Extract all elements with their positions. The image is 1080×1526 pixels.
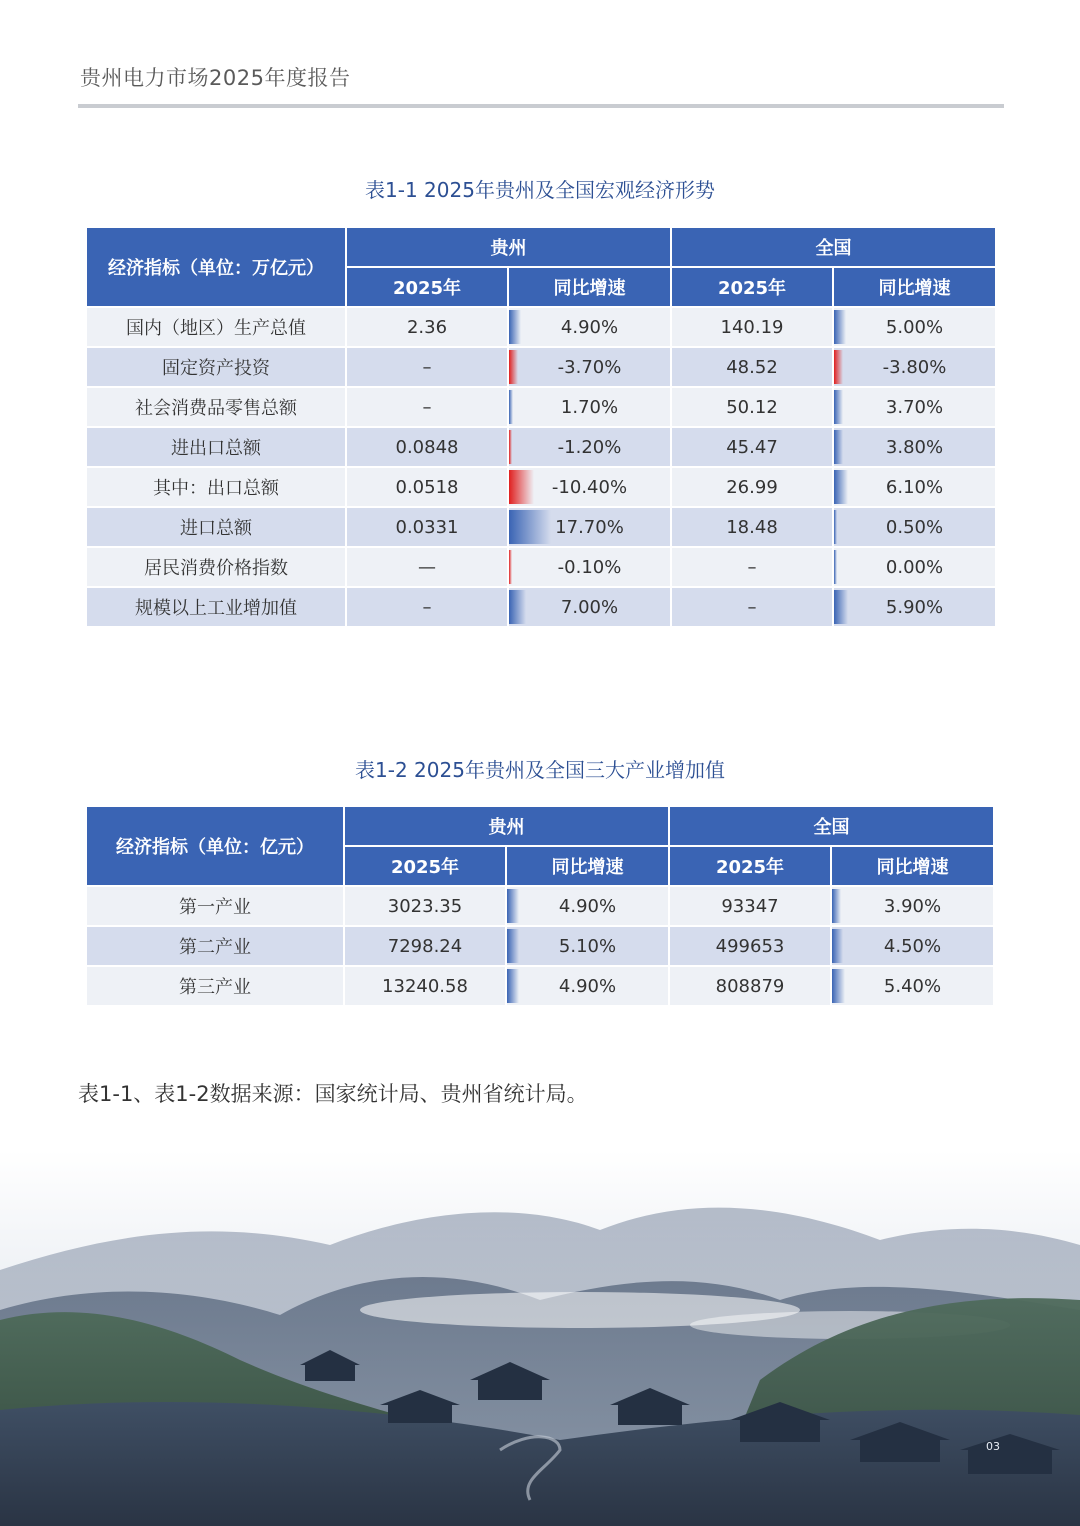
guizhou-value-cell — [346, 387, 508, 427]
positive-growth-bar — [834, 510, 837, 544]
table1-sub-gz-rate: 同比增速 — [508, 267, 671, 307]
table-row — [86, 307, 996, 347]
guizhou-value: – — [422, 356, 432, 378]
national-growth-rate: 3.80% — [885, 436, 944, 458]
national-value: 26.99 — [726, 476, 778, 498]
national-growth-rate: 0.00% — [885, 556, 944, 578]
table-row — [86, 507, 996, 547]
table2-sub-cn-year: 2025年 — [669, 846, 831, 886]
guizhou-value: — — [418, 556, 436, 578]
table2-sub-gz-rate: 同比增速 — [506, 846, 669, 886]
national-growth-rate-cell — [833, 387, 996, 427]
row-label-cell — [86, 926, 344, 966]
positive-growth-bar — [509, 310, 521, 344]
guizhou-growth-rate: -10.40% — [551, 476, 628, 498]
national-value-cell — [671, 547, 833, 587]
national-growth-rate: 3.90% — [883, 895, 942, 917]
row-label: 第二产业 — [179, 937, 251, 958]
data-source-note: 表1-1、表1-2数据来源：国家统计局、贵州省统计局。 — [78, 1082, 588, 1106]
guizhou-value: – — [422, 396, 432, 418]
national-growth-rate: 6.10% — [885, 476, 944, 498]
table2-row-header: 经济指标（单位：亿元） — [86, 806, 344, 886]
guizhou-value: 0.0518 — [395, 476, 459, 498]
positive-growth-bar — [509, 390, 513, 424]
header-divider — [78, 104, 1004, 108]
national-value: 93347 — [721, 895, 779, 917]
positive-growth-bar — [509, 510, 551, 544]
table1-title: 表1-1 2025年贵州及全国宏观经济形势 — [365, 178, 715, 202]
positive-growth-bar — [834, 550, 837, 584]
guizhou-growth-rate-cell — [506, 926, 669, 966]
national-growth-rate-cell — [831, 926, 994, 966]
table-row — [86, 547, 996, 587]
row-label-cell — [86, 467, 346, 507]
national-value-cell — [671, 427, 833, 467]
table-row — [86, 347, 996, 387]
table2-title: 表1-2 2025年贵州及全国三大产业增加值 — [355, 758, 725, 782]
guizhou-value: 7298.24 — [387, 935, 463, 957]
row-label-cell — [86, 387, 346, 427]
positive-growth-bar — [509, 590, 526, 624]
negative-growth-bar — [834, 350, 843, 384]
table1-sub-cn-rate: 同比增速 — [833, 267, 996, 307]
national-value-cell — [671, 387, 833, 427]
table1-sub-cn-year: 2025年 — [671, 267, 833, 307]
national-value: 499653 — [715, 935, 785, 957]
row-label-cell — [86, 886, 344, 926]
guizhou-growth-rate: 4.90% — [558, 895, 617, 917]
positive-growth-bar — [832, 889, 841, 923]
negative-growth-bar — [509, 470, 534, 504]
national-value: 48.52 — [726, 356, 778, 378]
negative-growth-bar — [509, 550, 512, 584]
row-label: 第一产业 — [179, 897, 251, 918]
guizhou-value: 3023.35 — [387, 895, 463, 917]
table2-group-guizhou: 贵州 — [344, 806, 669, 846]
table-row — [86, 926, 994, 966]
national-growth-rate-cell — [831, 886, 994, 926]
row-label-cell — [86, 547, 346, 587]
guizhou-growth-rate: 4.90% — [560, 316, 619, 338]
guizhou-growth-rate-cell — [506, 886, 669, 926]
table-row — [86, 966, 994, 1006]
national-value-cell — [669, 886, 831, 926]
guizhou-value: 0.0848 — [395, 436, 459, 458]
row-label: 第三产业 — [179, 977, 251, 998]
national-growth-rate-cell — [833, 347, 996, 387]
report-header-title: 贵州电力市场2025年度报告 — [80, 66, 351, 90]
positive-growth-bar — [834, 430, 843, 464]
national-growth-rate: 5.00% — [885, 316, 944, 338]
table2-sub-cn-rate: 同比增速 — [831, 846, 994, 886]
mountain-village-landscape-image — [0, 1150, 1080, 1526]
row-label: 进出口总额 — [171, 438, 261, 459]
negative-growth-bar — [509, 350, 518, 384]
table2-group-national: 全国 — [669, 806, 994, 846]
national-value-cell — [671, 307, 833, 347]
national-value-cell — [669, 926, 831, 966]
guizhou-value-cell — [346, 427, 508, 467]
positive-growth-bar — [834, 310, 846, 344]
row-label: 固定资产投资 — [162, 358, 270, 379]
guizhou-value-cell — [346, 587, 508, 627]
guizhou-growth-rate: 1.70% — [560, 396, 619, 418]
guizhou-growth-rate: 5.10% — [558, 935, 617, 957]
guizhou-value-cell — [346, 307, 508, 347]
row-label: 其中：出口总额 — [153, 478, 279, 499]
row-label: 国内（地区）生产总值 — [126, 318, 306, 339]
table-row — [86, 467, 996, 507]
national-value: – — [747, 556, 757, 578]
national-value: 18.48 — [726, 516, 778, 538]
national-growth-rate: 3.70% — [885, 396, 944, 418]
guizhou-growth-rate: -0.10% — [557, 556, 622, 578]
national-value: 45.47 — [726, 436, 778, 458]
guizhou-growth-rate: 4.90% — [558, 975, 617, 997]
national-value-cell — [671, 467, 833, 507]
guizhou-growth-rate-cell — [508, 347, 671, 387]
national-growth-rate-cell — [833, 587, 996, 627]
guizhou-growth-rate-cell — [508, 427, 671, 467]
negative-growth-bar — [509, 430, 512, 464]
national-growth-rate: 5.40% — [883, 975, 942, 997]
guizhou-growth-rate: 7.00% — [560, 596, 619, 618]
national-growth-rate-cell — [833, 307, 996, 347]
national-value: 140.19 — [720, 316, 784, 338]
positive-growth-bar — [832, 929, 843, 963]
national-growth-rate: 5.90% — [885, 596, 944, 618]
national-value: 50.12 — [726, 396, 778, 418]
row-label: 社会消费品零售总额 — [135, 398, 297, 419]
table1-group-guizhou: 贵州 — [346, 227, 671, 267]
national-value-cell — [671, 347, 833, 387]
guizhou-growth-rate: -3.70% — [557, 356, 622, 378]
guizhou-growth-rate-cell — [508, 387, 671, 427]
table1-sub-gz-year: 2025年 — [346, 267, 508, 307]
guizhou-growth-rate-cell — [506, 966, 669, 1006]
national-value-cell — [671, 507, 833, 547]
positive-growth-bar — [507, 929, 519, 963]
national-growth-rate-cell — [831, 966, 994, 1006]
page-number: 03 — [986, 1440, 1000, 1453]
guizhou-value-cell — [346, 547, 508, 587]
guizhou-value: – — [422, 596, 432, 618]
row-label-cell — [86, 347, 346, 387]
guizhou-value-cell — [346, 507, 508, 547]
table-row — [86, 387, 996, 427]
guizhou-value: 2.36 — [406, 316, 448, 338]
national-growth-rate-cell — [833, 547, 996, 587]
table-row — [86, 587, 996, 627]
national-growth-rate: 0.50% — [885, 516, 944, 538]
positive-growth-bar — [834, 470, 848, 504]
positive-growth-bar — [507, 889, 519, 923]
table1-group-national: 全国 — [671, 227, 996, 267]
row-label-cell — [86, 966, 344, 1006]
row-label-cell — [86, 427, 346, 467]
guizhou-growth-rate-cell — [508, 587, 671, 627]
national-growth-rate-cell — [833, 427, 996, 467]
guizhou-value-cell — [344, 926, 506, 966]
national-growth-rate: 4.50% — [883, 935, 942, 957]
guizhou-value-cell — [344, 966, 506, 1006]
guizhou-value: 0.0331 — [395, 516, 459, 538]
national-growth-rate-cell — [833, 467, 996, 507]
table2-sub-gz-year: 2025年 — [344, 846, 506, 886]
table1 — [85, 226, 997, 628]
national-value: 808879 — [715, 975, 785, 997]
national-value: – — [747, 596, 757, 618]
row-label-cell — [86, 587, 346, 627]
guizhou-growth-rate-cell — [508, 467, 671, 507]
guizhou-value-cell — [346, 467, 508, 507]
guizhou-growth-rate-cell — [508, 307, 671, 347]
national-growth-rate-cell — [833, 507, 996, 547]
row-label-cell — [86, 307, 346, 347]
table1-row-header: 经济指标（单位：万亿元） — [86, 227, 346, 307]
guizhou-value-cell — [346, 347, 508, 387]
guizhou-growth-rate-cell — [508, 507, 671, 547]
national-value-cell — [669, 966, 831, 1006]
guizhou-value-cell — [344, 886, 506, 926]
table-row — [86, 886, 994, 926]
national-growth-rate: -3.80% — [882, 356, 947, 378]
guizhou-growth-rate: -1.20% — [557, 436, 622, 458]
row-label: 进口总额 — [180, 518, 252, 539]
row-label-cell — [86, 507, 346, 547]
guizhou-growth-rate-cell — [508, 547, 671, 587]
guizhou-growth-rate: 17.70% — [555, 516, 624, 538]
positive-growth-bar — [832, 969, 845, 1003]
row-label: 规模以上工业增加值 — [135, 598, 297, 619]
national-value-cell — [671, 587, 833, 627]
row-label: 居民消费价格指数 — [144, 558, 288, 579]
table-row — [86, 427, 996, 467]
positive-growth-bar — [507, 969, 519, 1003]
table2 — [85, 805, 995, 1007]
guizhou-value: 13240.58 — [382, 975, 468, 997]
positive-growth-bar — [834, 390, 843, 424]
positive-growth-bar — [834, 590, 848, 624]
